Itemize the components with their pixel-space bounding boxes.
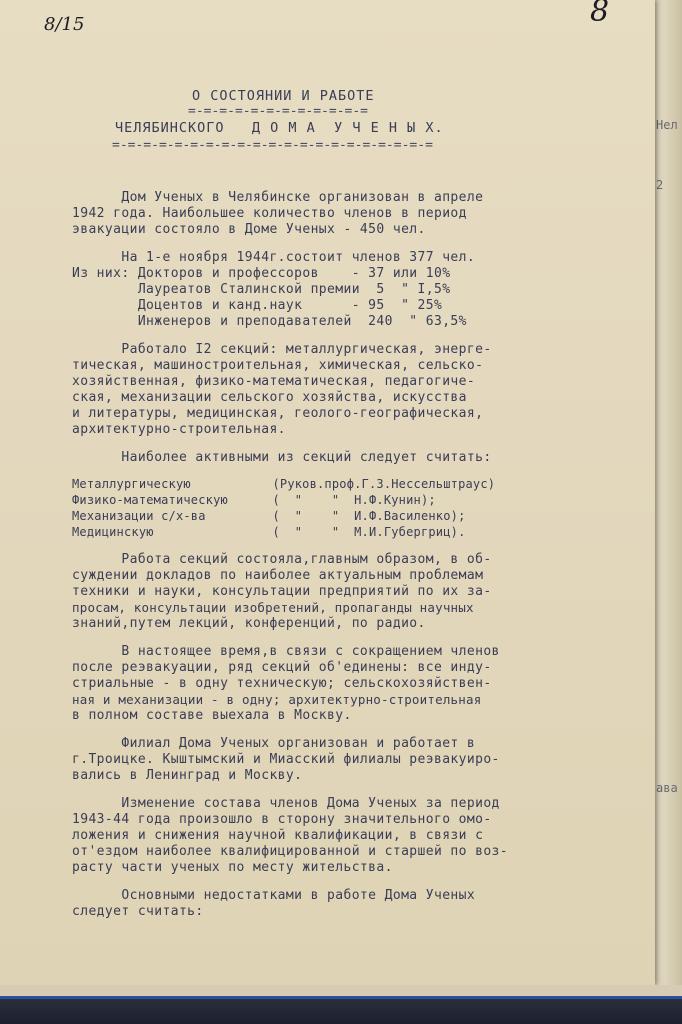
text-line: ская, механизации сельского хозяйства, искусства [72, 390, 467, 405]
text-line: Доцентов и канд.наук - 95 " 25% [72, 298, 443, 313]
text-line: техники и науки, консультации предприятий по их за- [72, 584, 492, 599]
text-line: от'ездом наиболее квалифицированной и старшей по воз- [72, 844, 509, 859]
text-line: Изменение состава членов Дома Ученых за период [72, 796, 500, 811]
page-number: 8 [590, 0, 610, 29]
text-line: Металлургическую (Руков.проф.Г.З.Нессельштраус) [72, 477, 496, 491]
back-page-fragment: 2 [656, 178, 664, 192]
archive-mark: 8/15 [44, 14, 85, 35]
text-line: Медицинскую ( " " М.И.Губергриц). [72, 525, 466, 539]
text-line: Работало I2 секций: металлургическая, энерге- [72, 342, 492, 357]
text-line: Инженеров и преподавателей 240 " 63,5% [72, 314, 467, 329]
title-line-1: О СОСТОЯНИИ И РАБОТЕ [192, 88, 375, 104]
text-line: и литературы, медицинская, геолого-географическая, [72, 406, 484, 421]
text-line: знаний,путем лекций, конференций, по радио. [72, 616, 426, 631]
text-line: Дом Ученых в Челябинске организован в апреле [72, 190, 484, 205]
text-line: Механизации с/х-ва ( " " И.Ф.Василенко); [72, 509, 466, 523]
text-line: На 1-е ноября 1944г.состоит членов 377 чел. [72, 250, 476, 265]
text-line: Из них: Докторов и профессоров - 37 или 10% [72, 266, 451, 281]
text-line: Основными недостатками в работе Дома Ученых [72, 888, 476, 903]
text-line: хозяйственная, физико-математическая, педагогиче- [72, 374, 476, 389]
text-line: г.Троицке. Кыштымский и Миасский филиалы реэвакуиро- [72, 752, 500, 767]
text-line: ная и механизации - в одну; архитектурно-строительная [72, 692, 482, 707]
title-rule-1: =-=-=-=-=-=-=-=-=-=-=-= [188, 104, 369, 119]
back-page-fragment: Нел [656, 118, 678, 132]
back-page-fragment: ава [656, 781, 678, 795]
text-line: суждении докладов по наиболее актуальным проблемам [72, 568, 484, 583]
text-line: вались в Ленинград и Москву. [72, 768, 303, 783]
text-line: Наиболее активными из секций следует считать: [72, 450, 492, 465]
text-line: расту части ученых по месту жительства. [72, 860, 393, 875]
text-line: в полном составе выехала в Москву. [72, 708, 352, 723]
text-line: эвакуации состояло в Доме Ученых - 450 чел. [72, 222, 426, 237]
title-rule-2: =-=-=-=-=-=-=-=-=-=-=-=-=-=-=-=-=-=-=-=-= [112, 138, 433, 153]
title-line-2: ЧЕЛЯБИНСКОГО Д О М А У Ч Е Н Ы Х. [115, 120, 444, 136]
text-line: тическая, машиностроительная, химическая, сельско- [72, 358, 484, 373]
background-band [0, 999, 682, 1024]
text-line: ложения и снижения научной квалификации, в связи с [72, 828, 484, 843]
text-line: после реэвакуации, ряд секций об'единены: все инду- [72, 660, 492, 675]
text-line: 1942 года. Наибольшее количество членов в период [72, 206, 467, 221]
text-line: Физико-математическую ( " " Н.Ф.Кунин); [72, 493, 436, 507]
text-line: В настоящее время,в связи с сокращением членов [72, 644, 500, 659]
text-line: просам, консультации изобретений, пропаганды научных [72, 600, 474, 615]
text-line: Работа секций состояла,главным образом, в об- [72, 552, 492, 567]
text-line: 1943-44 года произошло в сторону значительного омо- [72, 812, 492, 827]
text-line: стриальные - в одну техническую; сельскохозяйствен- [72, 676, 492, 691]
text-line: Филиал Дома Ученых организован и работает в [72, 736, 476, 751]
text-line: Лауреатов Сталинской премии 5 " I,5% [72, 282, 451, 297]
text-line: архитектурно-строительная. [72, 422, 286, 437]
text-line: следует считать: [72, 904, 204, 919]
